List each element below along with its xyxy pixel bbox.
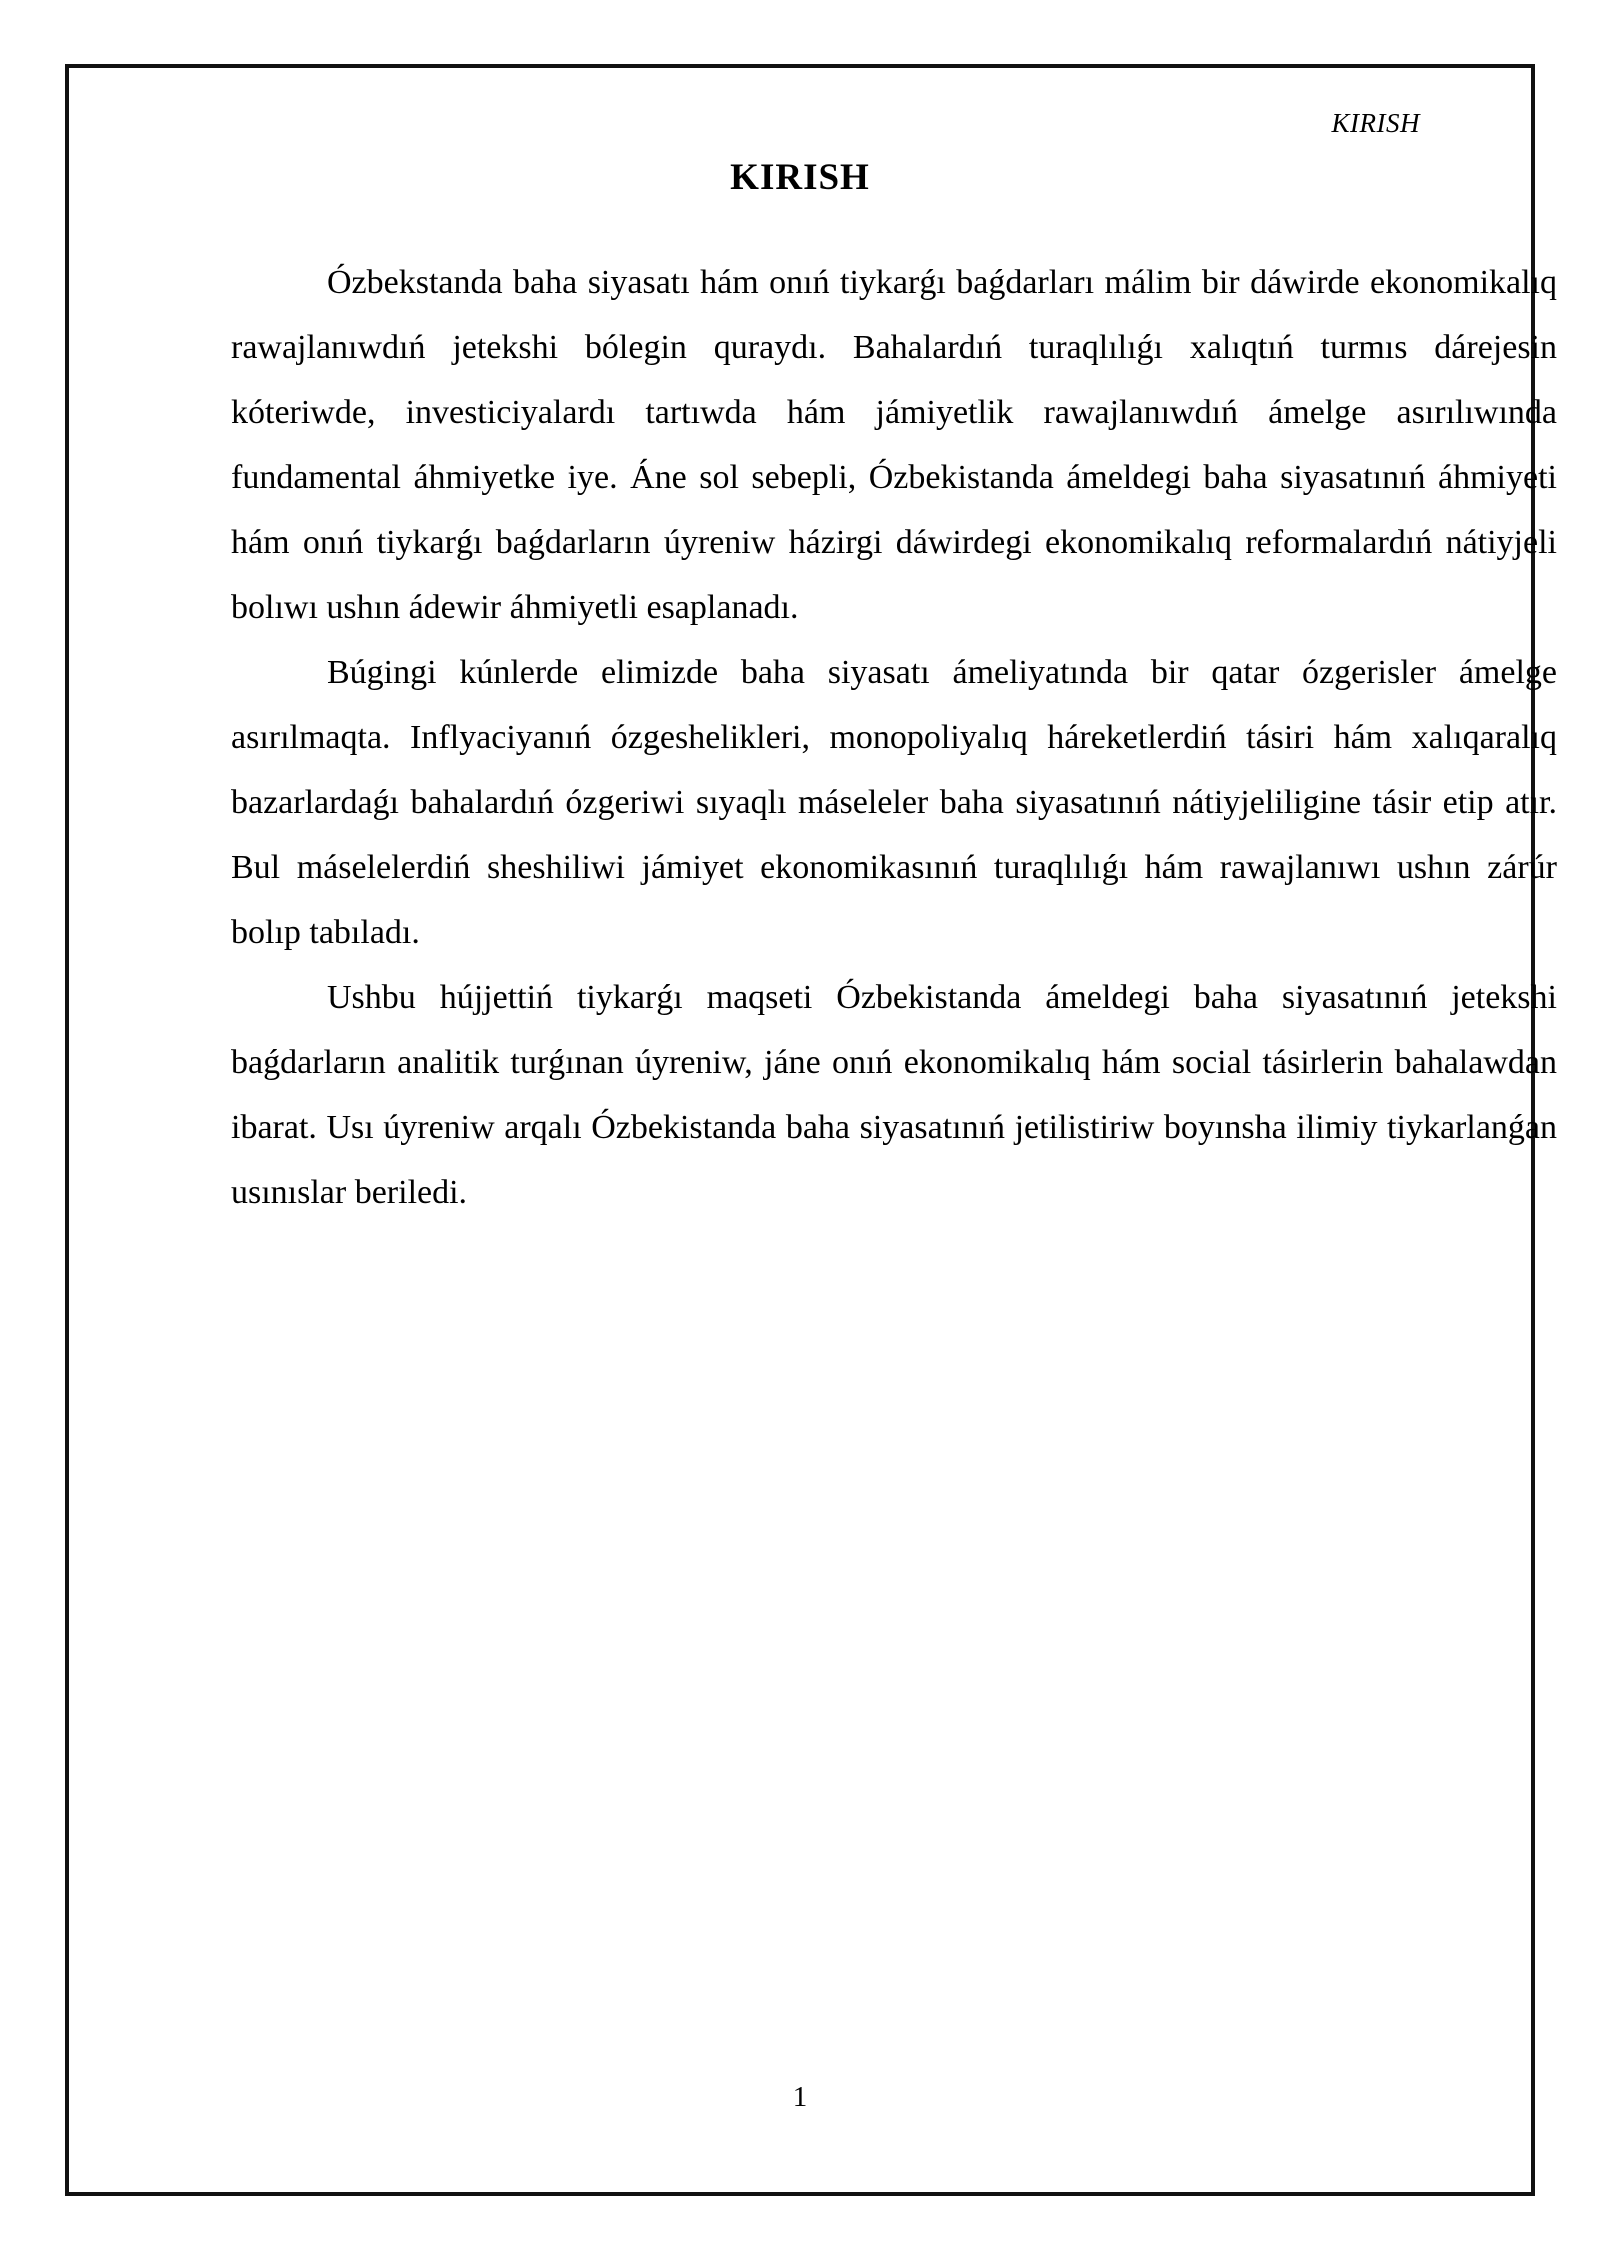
running-header: KIRISH — [1331, 108, 1420, 138]
document-body — [231, 250, 1557, 1225]
paragraph-intro: Ózbekstanda baha siyasatı hám onıń tiykarǵı baǵdarları málim bir dáwirde ekonomikalıq rawajlanıwdıń jetekshi bólegin quraydı. Bahalardıń turaqlılıǵı xalıqtıń turmıs dárejesin kóteriwde, investiciyalardı tartıwda hám jámiyetlik rawajlanıwdıń ámelge asırılıwında fundamental áhmiyetke iye. Áne sol sebepli, Ózbekistanda ámeldegi baha siyasatınıń áhmiyeti hám onıń tiykarǵı baǵdarların úyreniw házirgi dáwirdegi ekonomikalıq reformalardıń nátiyjeli bolıwı ushın ádewir áhmiyetli esaplanadı. — [231, 264, 1557, 626]
document-title: KIRISH — [730, 157, 870, 198]
paragraph-objective: Ushbu hújjettiń tiykarǵı maqseti Ózbekistanda ámeldegi baha siyasatınıń jetekshi baǵdarların analitik turǵınan úyreniw, jáne onıń ekonomikalıq hám social tásirlerin bahalawdan ibarat. Usı úyreniw arqalı Ózbekistanda baha siyasatınıń jetilistiriw boyınsha ilimiy tiykarlanǵan usınıslar beriledi. — [231, 979, 1557, 1211]
page-number: 1 — [792, 2081, 808, 2113]
page-border — [65, 64, 1557, 2196]
paragraph-current-changes: Búgingi kúnlerde elimizde baha siyasatı ámeliyatında bir qatar ózgerisler ámelge asırılmaqta. Inflyaciyanıń ózgeshelikleri, monopoliyalıq háreketlerdiń tásiri hám xalıqaralıq bazarlardaǵı bahalardıń ózgeriwi sıyaqlı máseleler baha siyasatınıń nátiyjeliligine tásir etip atır. Bul máselelerdiń sheshiliwi jámiyet ekonomikasınıń turaqlılıǵı hám rawajlanıwı ushın zárúr bolıp tabıladı. — [231, 654, 1557, 951]
